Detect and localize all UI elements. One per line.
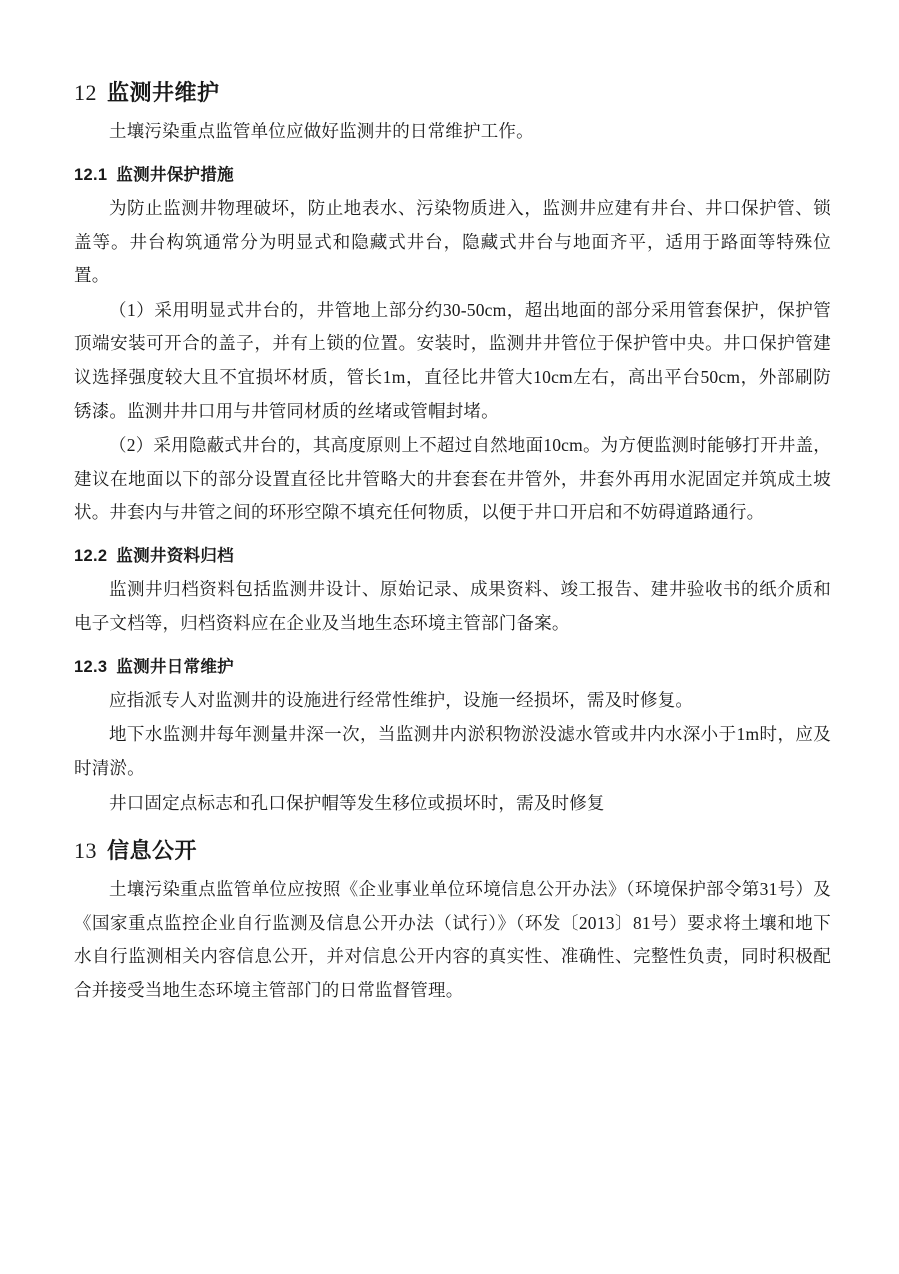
heading-13-title: 信息公开	[107, 838, 198, 864]
heading-12-1-title: 监测井保护措施	[116, 165, 234, 184]
heading-13-number: 13	[74, 838, 97, 864]
paragraph-12-1-1: 为防止监测井物理破坏，防止地表水、污染物质进入，监测井应建有井台、井口保护管、锁盖等。井台构筑通常分为明显式和隐藏式井台，隐藏式井台与地面齐平，适用于路面等特殊位置。	[74, 197, 831, 286]
paragraph-12-3-1: 应指派专人对监测井的设施进行经常性维护，设施一经损坏，需及时修复。	[109, 689, 694, 710]
heading-13	[74, 834, 831, 867]
paragraph-12-3-3: 井口固定点标志和孔口保护帽等发生移位或损坏时，需及时修复	[109, 792, 605, 813]
heading-12-title: 监测井维护	[107, 80, 220, 105]
heading-12-2-number: 12.2	[74, 546, 108, 565]
paragraph-12-intro: 土壤污染重点监管单位应做好监测井的日常维护工作。	[109, 121, 534, 141]
paragraph-12-1-3: （2）采用隐蔽式井台的，其高度原则上不超过自然地面10cm。为方便监测时能够打开井盖，建议在地面以下的部分设置直径比井管略大的井套套在井管外，井套外再用水泥固定并筑成土坡状。井套内与井管之间的环形空隙不填充任何物质，以便于井口开启和不妨碍道路通行。	[74, 435, 831, 523]
heading-12-1	[74, 162, 831, 188]
paragraph-12-3-2: 地下水监测井每年测量井深一次，当监测井内淤积物淤没滤水管或井内水深小于1m时，应及时清淤。	[74, 724, 831, 779]
heading-12-3	[74, 654, 831, 680]
heading-12-number: 12	[74, 80, 97, 105]
heading-12-1-number: 12.1	[74, 165, 108, 184]
paragraph-12-1-2: （1）采用明显式井台的，井管地上部分约30-50cm，超出地面的部分采用管套保护，保护管顶端安装可开合的盖子，并有上锁的位置。安装时，监测井井管位于保护管中央。井口保护管建议选择强度较大且不宜损坏材质，管长1m，直径比井管大10cm左右，高出平台50cm，外部刷防锈漆。监测井井口用与井管同材质的丝堵或管帽封堵。	[74, 299, 831, 421]
heading-12-2-title: 监测井资料归档	[116, 546, 234, 565]
heading-12-3-title: 监测井日常维护	[116, 657, 234, 676]
heading-12-3-number: 12.3	[74, 657, 108, 676]
paragraph-13-1: 土壤污染重点监管单位应按照《企业事业单位环境信息公开办法》（环境保护部令第31号）及《国家重点监控企业自行监测及信息公开办法（试行）》（环发〔2013〕81号）要求将土壤和地下水自行监测相关内容信息公开，并对信息公开内容的真实性、准确性、完整性负责，同时积极配合并接受当地生态环境主管部门的日常监督管理。	[74, 879, 831, 1001]
paragraph-12-2-1: 监测井归档资料包括监测井设计、原始记录、成果资料、竣工报告、建井验收书的纸介质和电子文档等，归档资料应在企业及当地生态环境主管部门备案。	[74, 579, 831, 633]
heading-12	[74, 76, 831, 109]
heading-12-2	[74, 543, 831, 569]
